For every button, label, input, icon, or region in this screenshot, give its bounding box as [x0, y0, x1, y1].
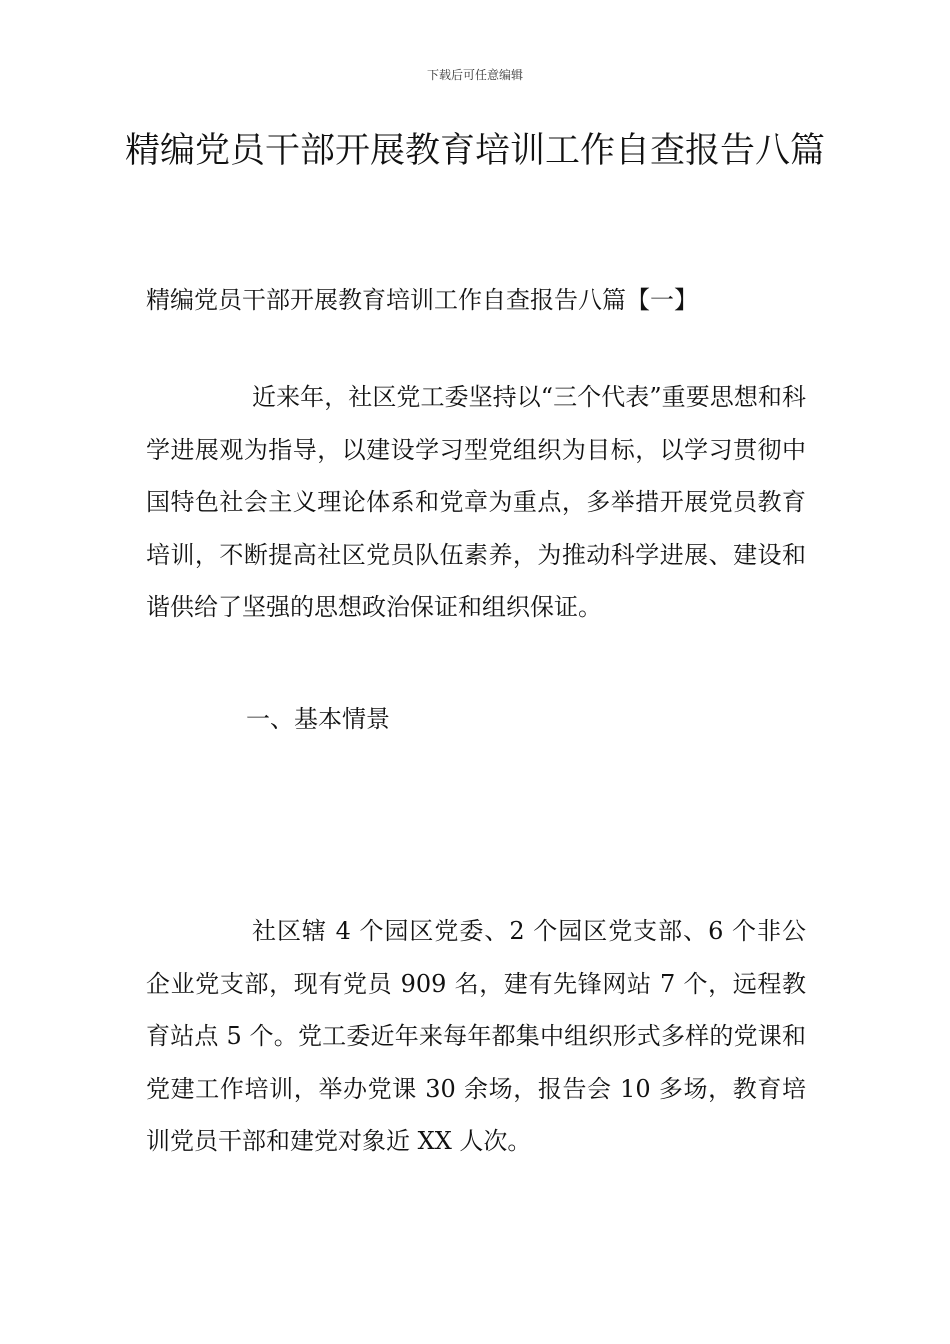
document-subtitle: 精编党员干部开展教育培训工作自查报告八篇【一】 — [146, 286, 698, 314]
section-heading-basic-situation: 一、基本情景 — [246, 705, 390, 733]
body-paragraph-2: 社区辖 4 个园区党委、2 个园区党支部、6 个非公企业党支部，现有党员 909 名，建有先锋网站 7 个，远程教育站点 5 个。党工委近年来每年都集中组织形式多样的党课和党建工作培训，举办党课 30 余场，报告会 10 多场，教育培训党员干部和建党对象近 XX 人次。 — [146, 917, 806, 1155]
body-paragraph-1: 近来年，社区党工委坚持以“三个代表”重要思想和科学进展观为指导，以建设学习型党组织为目标，以学习贯彻中国特色社会主义理论体系和党章为重点，多举措开展党员教育培训，不断提高社区党员队伍素养，为推动科学进展、建设和谐供给了坚强的思想政治保证和组织保证。 — [146, 383, 806, 621]
header-note: 下载后可任意编辑 — [426, 68, 523, 82]
document-title: 精编党员干部开展教育培训工作自查报告八篇 — [124, 131, 825, 171]
